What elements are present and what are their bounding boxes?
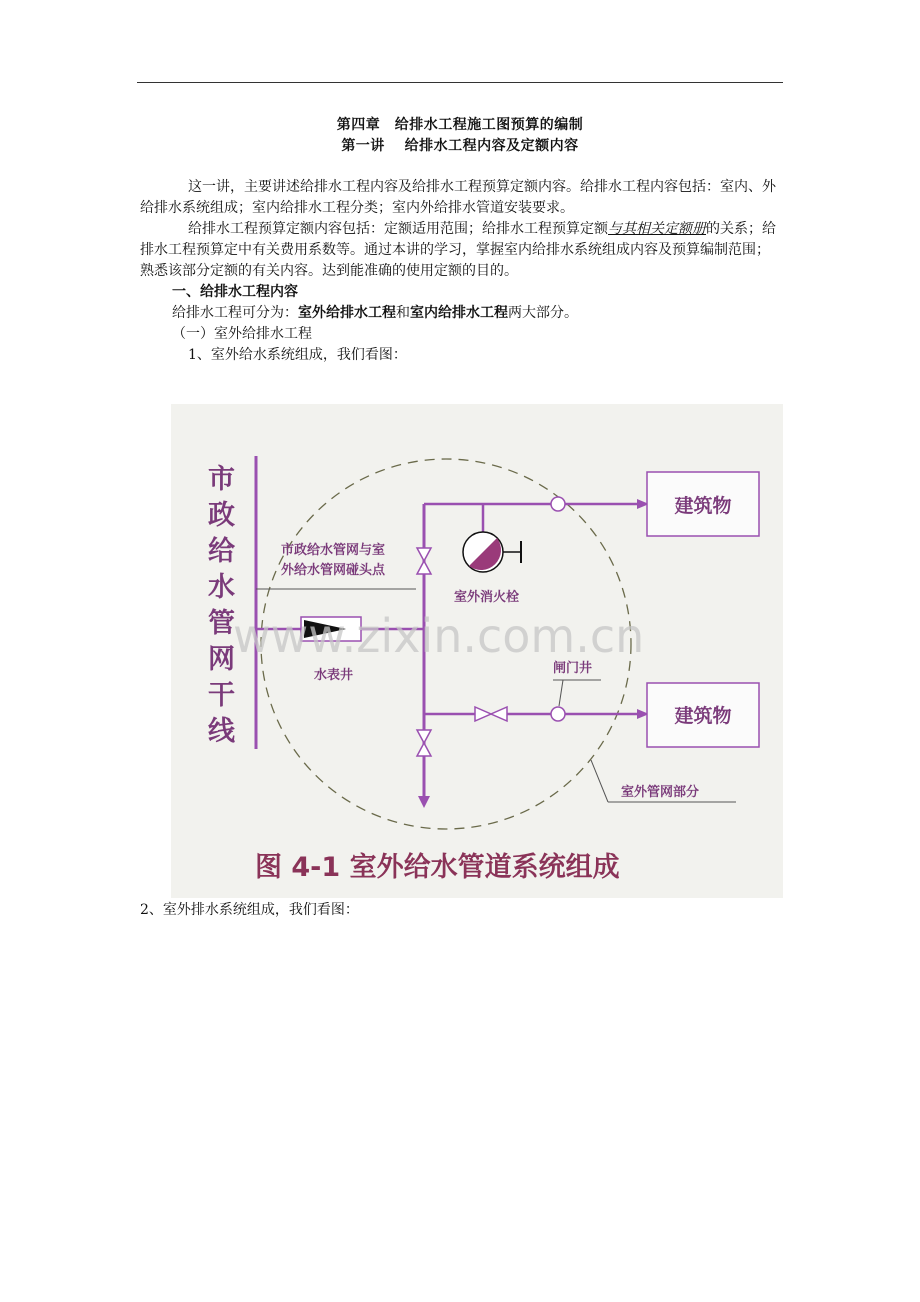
quota-text-b: 的关系；给排水工程预算定中有关费用系数等。通过本讲的学习，掌握室内给排水系统组成内容及预算编制范围；熟悉该部分定额的有关内容。达到能准确的使用定额的目的。 <box>140 221 776 279</box>
network-label: 室外管网部分 <box>621 785 700 800</box>
meter-node-1 <box>551 497 565 511</box>
main-label-char: 市 <box>208 464 235 495</box>
division-text-a: 给排水工程可分为： <box>172 305 298 321</box>
valve-well-pointer <box>559 680 563 706</box>
quota-text-a: 给排水工程预算定额内容包括：定额适用范围；给排水工程预算定额 <box>188 221 608 237</box>
valve-icon-mid-b <box>491 707 507 721</box>
main-label-char: 网 <box>208 644 235 675</box>
meter-well-label: 水表井 <box>314 668 354 683</box>
main-label-char: 政 <box>208 500 235 531</box>
chapter-title: 第四章 给排水工程施工图预算的编制 <box>336 117 584 133</box>
division-paragraph <box>172 303 772 324</box>
riser-arrow <box>418 796 430 808</box>
connection-label-1: 市政给水管网与室 <box>281 543 386 558</box>
connection-label-2: 外给水管网碰头点 <box>281 563 386 578</box>
quota-paragraph <box>140 219 783 282</box>
division-text-c: 两大部分。 <box>508 305 578 321</box>
section-heading: 一、给排水工程内容 <box>172 284 298 300</box>
valve-icon-upper-b <box>417 561 431 574</box>
main-label-char: 水 <box>208 572 235 603</box>
item-1: 1、室外给水系统组成，我们看图： <box>188 347 407 363</box>
intro-paragraph: 这一讲，主要讲述给排水工程内容及给排水工程预算定额内容。给排水工程内容包括：室内、外给排水系统组成；室内给排水工程分类；室内外给排水管道安装要求。 <box>140 179 776 216</box>
division-and: 和 <box>396 305 410 321</box>
valve-well-label: 闸门井 <box>553 661 593 676</box>
figure-4-1 <box>171 404 783 898</box>
network-pointer <box>591 760 608 802</box>
valve-well-node <box>551 707 565 721</box>
main-label-char: 管 <box>208 608 235 639</box>
lecture-title: 第一讲 给排水工程内容及定额内容 <box>341 138 579 154</box>
valve-icon-mid-a <box>475 707 491 721</box>
water-supply-diagram <box>171 404 783 898</box>
building-2-label: 建筑物 <box>674 705 732 727</box>
subsection-heading: （一）室外给排水工程 <box>172 326 312 342</box>
indoor-term: 室内给排水工程 <box>410 305 508 321</box>
building-1-label: 建筑物 <box>674 495 732 517</box>
item-2: 2、室外排水系统组成，我们看图： <box>140 902 359 918</box>
header-rule <box>137 82 783 83</box>
related-quota-link[interactable]: 与其相关定额册 <box>608 221 706 237</box>
main-label-char: 线 <box>208 716 235 747</box>
valve-icon-lower-b <box>417 743 431 756</box>
watermark: www.zixin.com.cn <box>233 609 645 663</box>
hydrant-label: 室外消火栓 <box>454 590 520 605</box>
main-line-label <box>208 464 236 747</box>
figure-caption: 图 4-1 室外给水管道系统组成 <box>255 852 620 883</box>
valve-icon-upper-a <box>417 548 431 561</box>
main-label-char: 给 <box>208 536 235 567</box>
main-label-char: 干 <box>208 680 235 711</box>
valve-icon-lower-a <box>417 730 431 743</box>
outdoor-term: 室外给排水工程 <box>298 305 396 321</box>
